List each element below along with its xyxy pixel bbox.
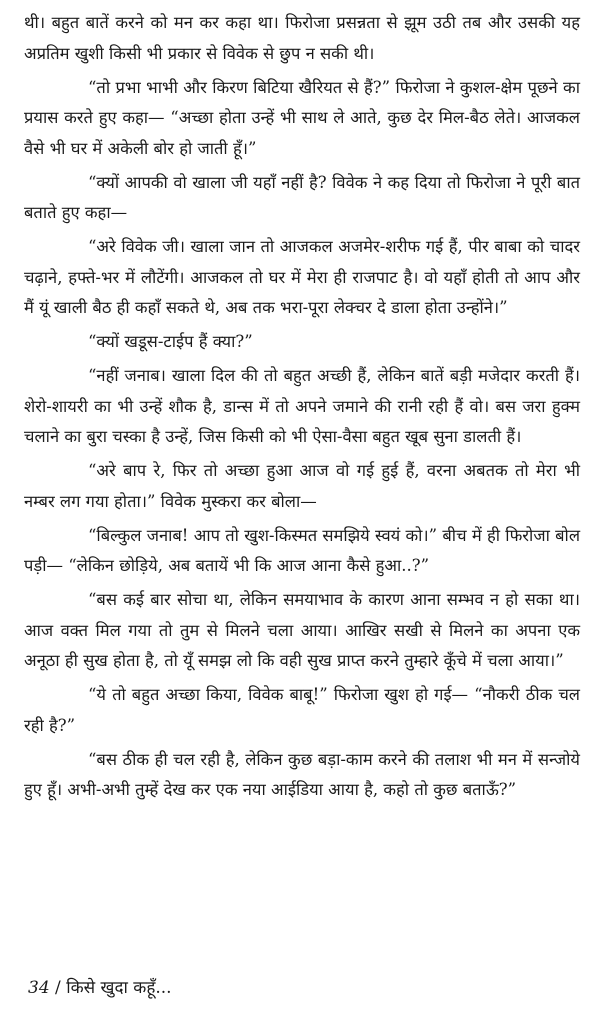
paragraph-3: “क्यों आपकी वो खाला जी यहाँ नहीं है? विवेक ने कह दिया तो फिरोजा ने पूरी बात बताते हुए कहा—	[24, 172, 580, 222]
paragraph-5: “क्यों खडूस-टाईप हैं क्या?”	[88, 332, 253, 351]
paragraph-2: “तो प्रभा भाभी और किरण बिटिया खैरियत से हैं?” फिरोजा ने कुशल-क्षेम पूछने का प्रयास करते हुए कहा— “अच्छा होता उन्हें भी साथ ले आते, कुछ देर मिल-बैठ लेते। आजकल वैसे भी घर में अकेली बोर हो जाती हूँ।”	[24, 77, 580, 158]
footer-separator: /	[49, 978, 67, 998]
paragraph-8: “बिल्कुल जनाब! आप तो खुश-किस्मत समझिये स्वयं को।” बीच में ही फिरोजा बोल पड़ी— “लेकिन छोड़िये, अब बतायें भी कि आज आना कैसे हुआ..?”	[24, 525, 580, 575]
paragraph-6: “नहीं जनाब। खाला दिल की तो बहुत अच्छी हैं, लेकिन बातें बड़ी मजेदार करती हैं। शेरो-शायरी का भी उन्हें शौक है, डान्स में तो अपने जमाने की रानी रही हैं वो। बस जरा हुक्म चलाने का बुरा चस्का है उन्हें, जिस किसी को भी ऐसा-वैसा बहुत खूब सुना डालती हैं।	[24, 366, 580, 446]
book-title: किसे खुदा कहूँ...	[66, 978, 172, 998]
paragraph-9: “बस कई बार सोचा था, लेकिन समयाभाव के कारण आना सम्भव न हो सका था। आज वक्त मिल गया तो तुम से मिलने चला आया। आखिर सखी से मिलने का अपना एक अनूठा ही सुख होता है, तो यूँ समझ लो कि वही सुख प्राप्त करने तुम्हारे कूँचे में चला आया।”	[24, 590, 580, 670]
paragraph-10: “ये तो बहुत अच्छा किया, विवेक बाबू!” फिरोजा खुश हो गई— “नौकरी ठीक चल रही है?”	[24, 685, 580, 735]
paragraph-4: “अरे विवेक जी। खाला जान तो आजकल अजमेर-शरीफ गई हैं, पीर बाबा को चादर चढ़ाने, हफ्ते-भर में लौटेंगी। आजकल तो घर में मेरा ही राजपाट है। वो यहाँ होती तो आप और मैं यूं खाली बैठ ही कहाँ सकते थे, अब तक भरा-पूरा लेक्चर दे डाला होता उन्होंने।”	[24, 237, 580, 317]
page-footer	[28, 975, 172, 998]
paragraph-1: थी। बहुत बातें करने को मन कर कहा था। फिरोजा प्रसन्नता से झूम उठी तब और उसकी यह अप्रतिम खुशी किसी भी प्रकार से विवेक से छुप न सकी थी।	[24, 13, 580, 63]
paragraph-7: “अरे बाप रे, फिर तो अच्छा हुआ आज वो गई हुई हैं, वरना अबतक तो मेरा भी नम्बर लग गया होता।” विवेक मुस्करा कर बोला—	[24, 461, 580, 511]
page-number: 34	[28, 978, 50, 998]
paragraph-11: “बस ठीक ही चल रही है, लेकिन कुछ बड़ा-काम करने की तलाश भी मन में सन्जोये हुए हूँ। अभी-अभी तुम्हें देख कर एक नया आईडिया आया है, कहो तो कुछ बताऊँ?”	[24, 749, 580, 799]
page-body	[24, 8, 580, 809]
